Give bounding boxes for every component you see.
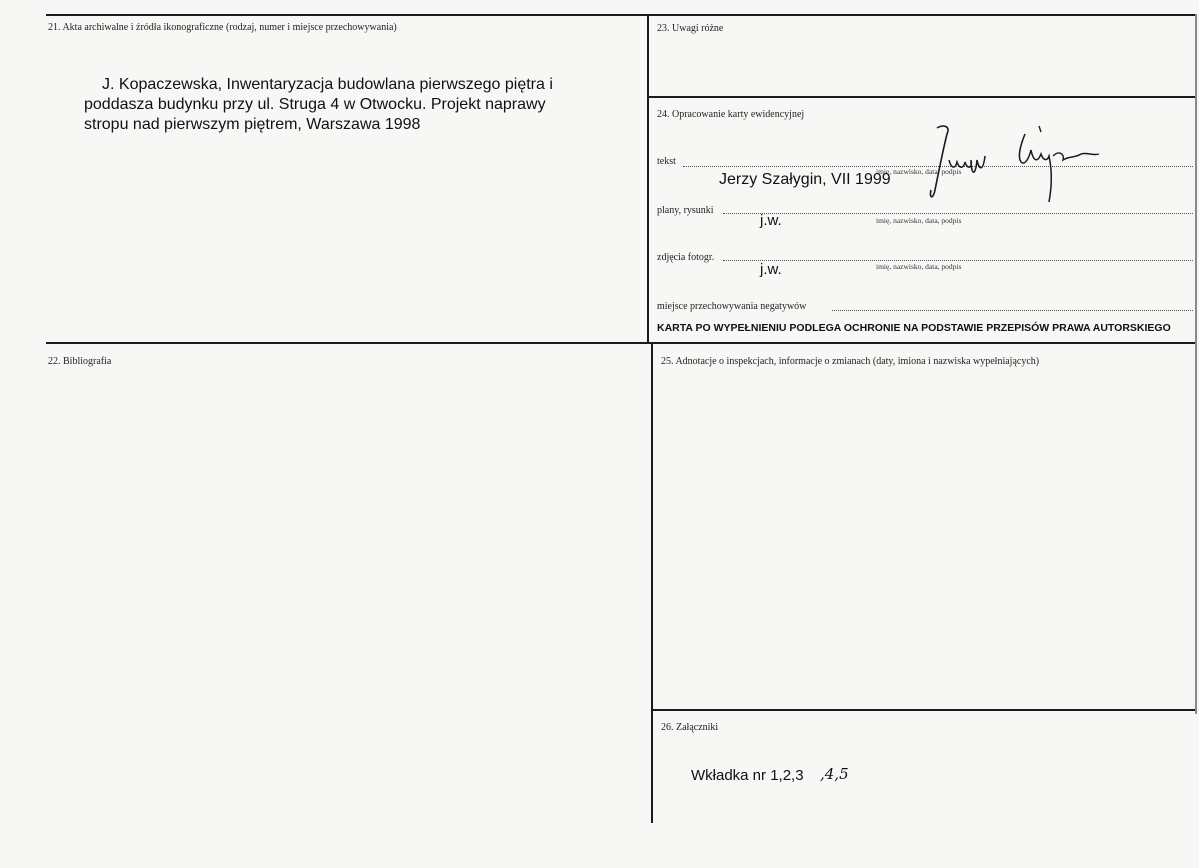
center-divider [647,14,649,344]
right-border [1195,14,1197,714]
section22-label: 22. Bibliografia [48,356,112,367]
section26-text: Wkładka nr 1,2,3 [691,767,804,784]
copyright-notice: KARTA PO WYPEŁNIENIU PODLEGA OCHRONIE NA PODSTAWIE PRZEPISÓW PRAWA AUTORSKIEGO [657,322,1171,334]
section25-label: 25. Adnotacje o inspekcjach, informacje o zmianach (daty, imiona i nazwiska wypełniających) [661,356,1040,367]
plany-hint: imię, nazwisko, data, podpis [876,216,962,225]
zdjecia-hint: imię, nazwisko, data, podpis [876,262,962,271]
section24-label: 24. Opracowanie karty ewidencyjnej [657,109,805,120]
zdjecia-value: j.w. [760,261,782,278]
section25-bottom-border [652,709,1196,711]
section23-bottom-border [648,96,1196,98]
negatywy-dotted-line [832,310,1193,311]
center-divider-lower [651,343,653,823]
plany-label: plany, rysunki [657,205,714,216]
section26-label: 26. Załączniki [661,722,719,733]
section21-label: 21. Akta archiwalne i źródła ikonograficzne (rodzaj, numer i miejsce przechowywania) [48,22,397,33]
zdjecia-label: zdjęcia fotogr. [657,252,715,263]
middle-border [46,342,1196,344]
top-border [46,14,1196,16]
section23-label: 23. Uwagi różne [657,23,724,34]
negatywy-label: miejsce przechowywania negatywów [657,301,807,312]
plany-value: j.w. [760,212,782,229]
section21-text-line2: poddasza budynku przy ul. Struga 4 w Otwocku. Projekt naprawy [84,96,546,113]
signature-icon [925,120,1115,210]
tekst-label: tekst [657,156,676,167]
section26-handwritten: ,4,5 [820,765,849,783]
tekst-hint: imię, nazwisko, data, podpis [876,167,962,176]
section21-text-line3: stropu nad pierwszym piętrem, Warszawa 1998 [84,116,421,133]
zdjecia-dotted-line [723,260,1193,261]
tekst-value: Jerzy Szałygin, VII 1999 [719,171,891,188]
section21-text-line1: J. Kopaczewska, Inwentaryzacja budowlana pierwszego piętra i [102,76,553,93]
plany-dotted-line [723,213,1193,214]
